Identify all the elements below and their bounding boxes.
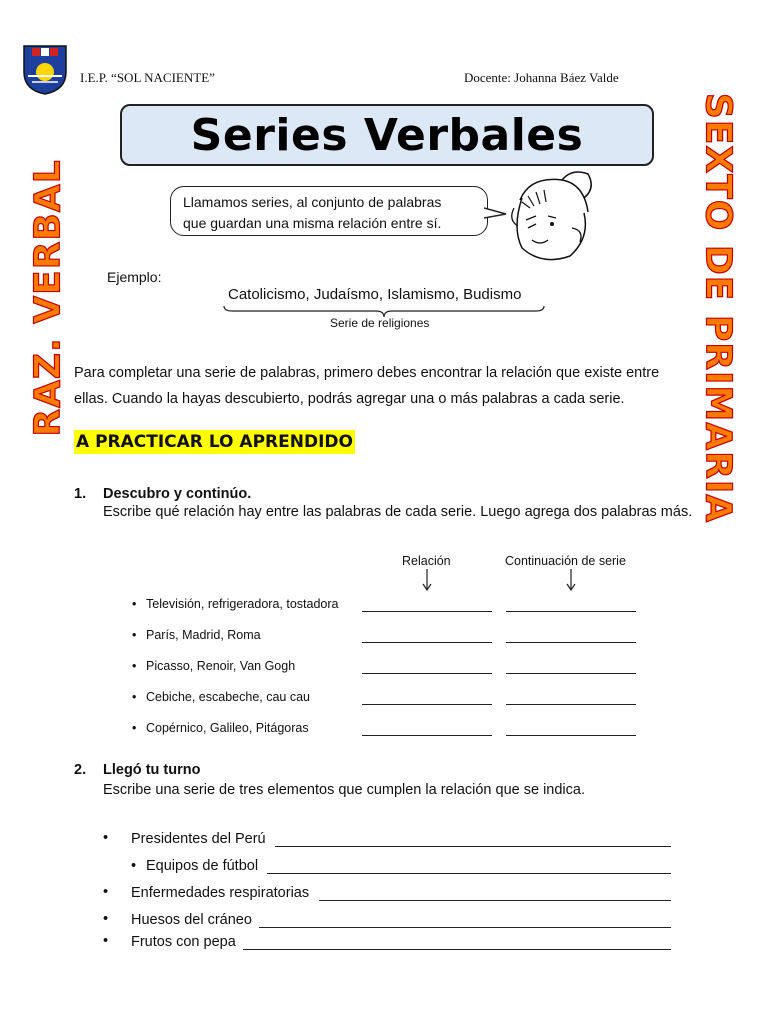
exercise-1-row bbox=[132, 659, 652, 679]
bullet: • bbox=[132, 659, 137, 673]
answer-line[interactable] bbox=[267, 873, 671, 874]
section-heading: A PRACTICAR LO APRENDIDO bbox=[76, 432, 353, 452]
exercise-1-instruction: Escribe qué relación hay entre las palabras de cada serie. Luego agrega dos palabras más. bbox=[103, 504, 693, 520]
school-logo bbox=[20, 42, 70, 96]
example-label: Ejemplo: bbox=[107, 269, 162, 285]
answer-line-continuacion[interactable] bbox=[506, 611, 636, 612]
exercise-1-row bbox=[132, 628, 652, 648]
exercise-1-row bbox=[132, 690, 652, 710]
paragraph-line-2: ellas. Cuando la hayas descubierto, podrás agregar una o más palabras a cada serie. bbox=[74, 391, 625, 407]
bubble-line-2: que guardan una misma relación entre sí. bbox=[183, 215, 442, 231]
exercise-1-item: Televisión, refrigeradora, tostadora bbox=[146, 597, 339, 611]
exercise-1-row bbox=[132, 721, 652, 741]
exercise-2-instruction: Escribe una serie de tres elementos que cumplen la relación que se indica. bbox=[103, 782, 585, 798]
bullet: • bbox=[132, 628, 137, 642]
title-banner bbox=[120, 104, 654, 166]
answer-line-continuacion[interactable] bbox=[506, 735, 636, 736]
exercise-2-item: Presidentes del Perú bbox=[131, 831, 266, 847]
bullet: • bbox=[103, 933, 109, 949]
side-label-subject: RAZ. VERBAL bbox=[27, 159, 69, 437]
bullet: • bbox=[132, 721, 137, 735]
paragraph-line-1: Para completar una serie de palabras, primero debes encontrar la relación que existe entre bbox=[74, 365, 660, 381]
answer-line-relacion[interactable] bbox=[362, 673, 492, 674]
arrow-down-icon bbox=[422, 569, 432, 591]
exercise-1-item: París, Madrid, Roma bbox=[146, 628, 261, 642]
exercise-1-item: Copérnico, Galileo, Pitágoras bbox=[146, 721, 309, 735]
answer-line-relacion[interactable] bbox=[362, 642, 492, 643]
teacher-name: Docente: Johanna Báez Valde bbox=[464, 70, 619, 85]
exercise-2-item: Huesos del cráneo bbox=[131, 912, 252, 928]
exercise-2-row bbox=[103, 912, 683, 932]
example-caption: Serie de religiones bbox=[330, 316, 430, 330]
answer-line-continuacion[interactable] bbox=[506, 704, 636, 705]
column-header-continuacion: Continuación de serie bbox=[505, 554, 626, 568]
answer-line-relacion[interactable] bbox=[362, 735, 492, 736]
exercise-2-row bbox=[103, 858, 683, 878]
exercise-1-title: Descubro y continúo. bbox=[103, 486, 252, 502]
answer-line[interactable] bbox=[243, 949, 671, 950]
bullet: • bbox=[103, 884, 109, 900]
answer-line[interactable] bbox=[275, 846, 671, 847]
bullet: • bbox=[103, 830, 109, 846]
intro-paragraph bbox=[74, 360, 698, 412]
exercise-2-number: 2. bbox=[74, 762, 87, 778]
exercise-2-item: Frutos con pepa bbox=[131, 934, 236, 950]
side-label-grade: SEXTO DE PRIMARIA bbox=[697, 92, 739, 524]
arrow-down-icon bbox=[566, 569, 576, 591]
girl-face-illustration bbox=[492, 168, 602, 268]
answer-line-continuacion[interactable] bbox=[506, 673, 636, 674]
example-series: Catolicismo, Judaísmo, Islamismo, Budismo bbox=[228, 286, 522, 303]
answer-line-relacion[interactable] bbox=[362, 704, 492, 705]
school-name: I.E.P. “SOL NACIENTE” bbox=[80, 70, 215, 85]
answer-line[interactable] bbox=[319, 900, 671, 901]
bullet: • bbox=[131, 858, 137, 874]
exercise-1-number: 1. bbox=[74, 486, 87, 502]
exercise-1-item: Picasso, Renoir, Van Gogh bbox=[146, 659, 296, 673]
speech-bubble bbox=[170, 186, 488, 236]
exercise-2-item: Enfermedades respiratorias bbox=[131, 885, 310, 901]
answer-line-relacion[interactable] bbox=[362, 611, 492, 612]
page-title: Series Verbales bbox=[190, 109, 584, 161]
bubble-line-1: Llamamos series, al conjunto de palabras bbox=[183, 194, 442, 210]
answer-line[interactable] bbox=[259, 927, 671, 928]
bullet: • bbox=[132, 597, 137, 611]
bullet: • bbox=[103, 911, 109, 927]
exercise-2-row bbox=[103, 885, 683, 905]
exercise-2-row bbox=[103, 831, 683, 851]
bullet: • bbox=[132, 690, 137, 704]
exercise-1-item: Cebiche, escabeche, cau cau bbox=[146, 690, 310, 704]
column-header-relacion: Relación bbox=[402, 554, 451, 568]
answer-line-continuacion[interactable] bbox=[506, 642, 636, 643]
exercise-2-title: Llegó tu turno bbox=[103, 762, 201, 778]
exercise-2-row bbox=[103, 934, 683, 954]
exercise-1-row bbox=[132, 597, 652, 617]
exercise-2-item: Equipos de fútbol bbox=[146, 858, 259, 874]
